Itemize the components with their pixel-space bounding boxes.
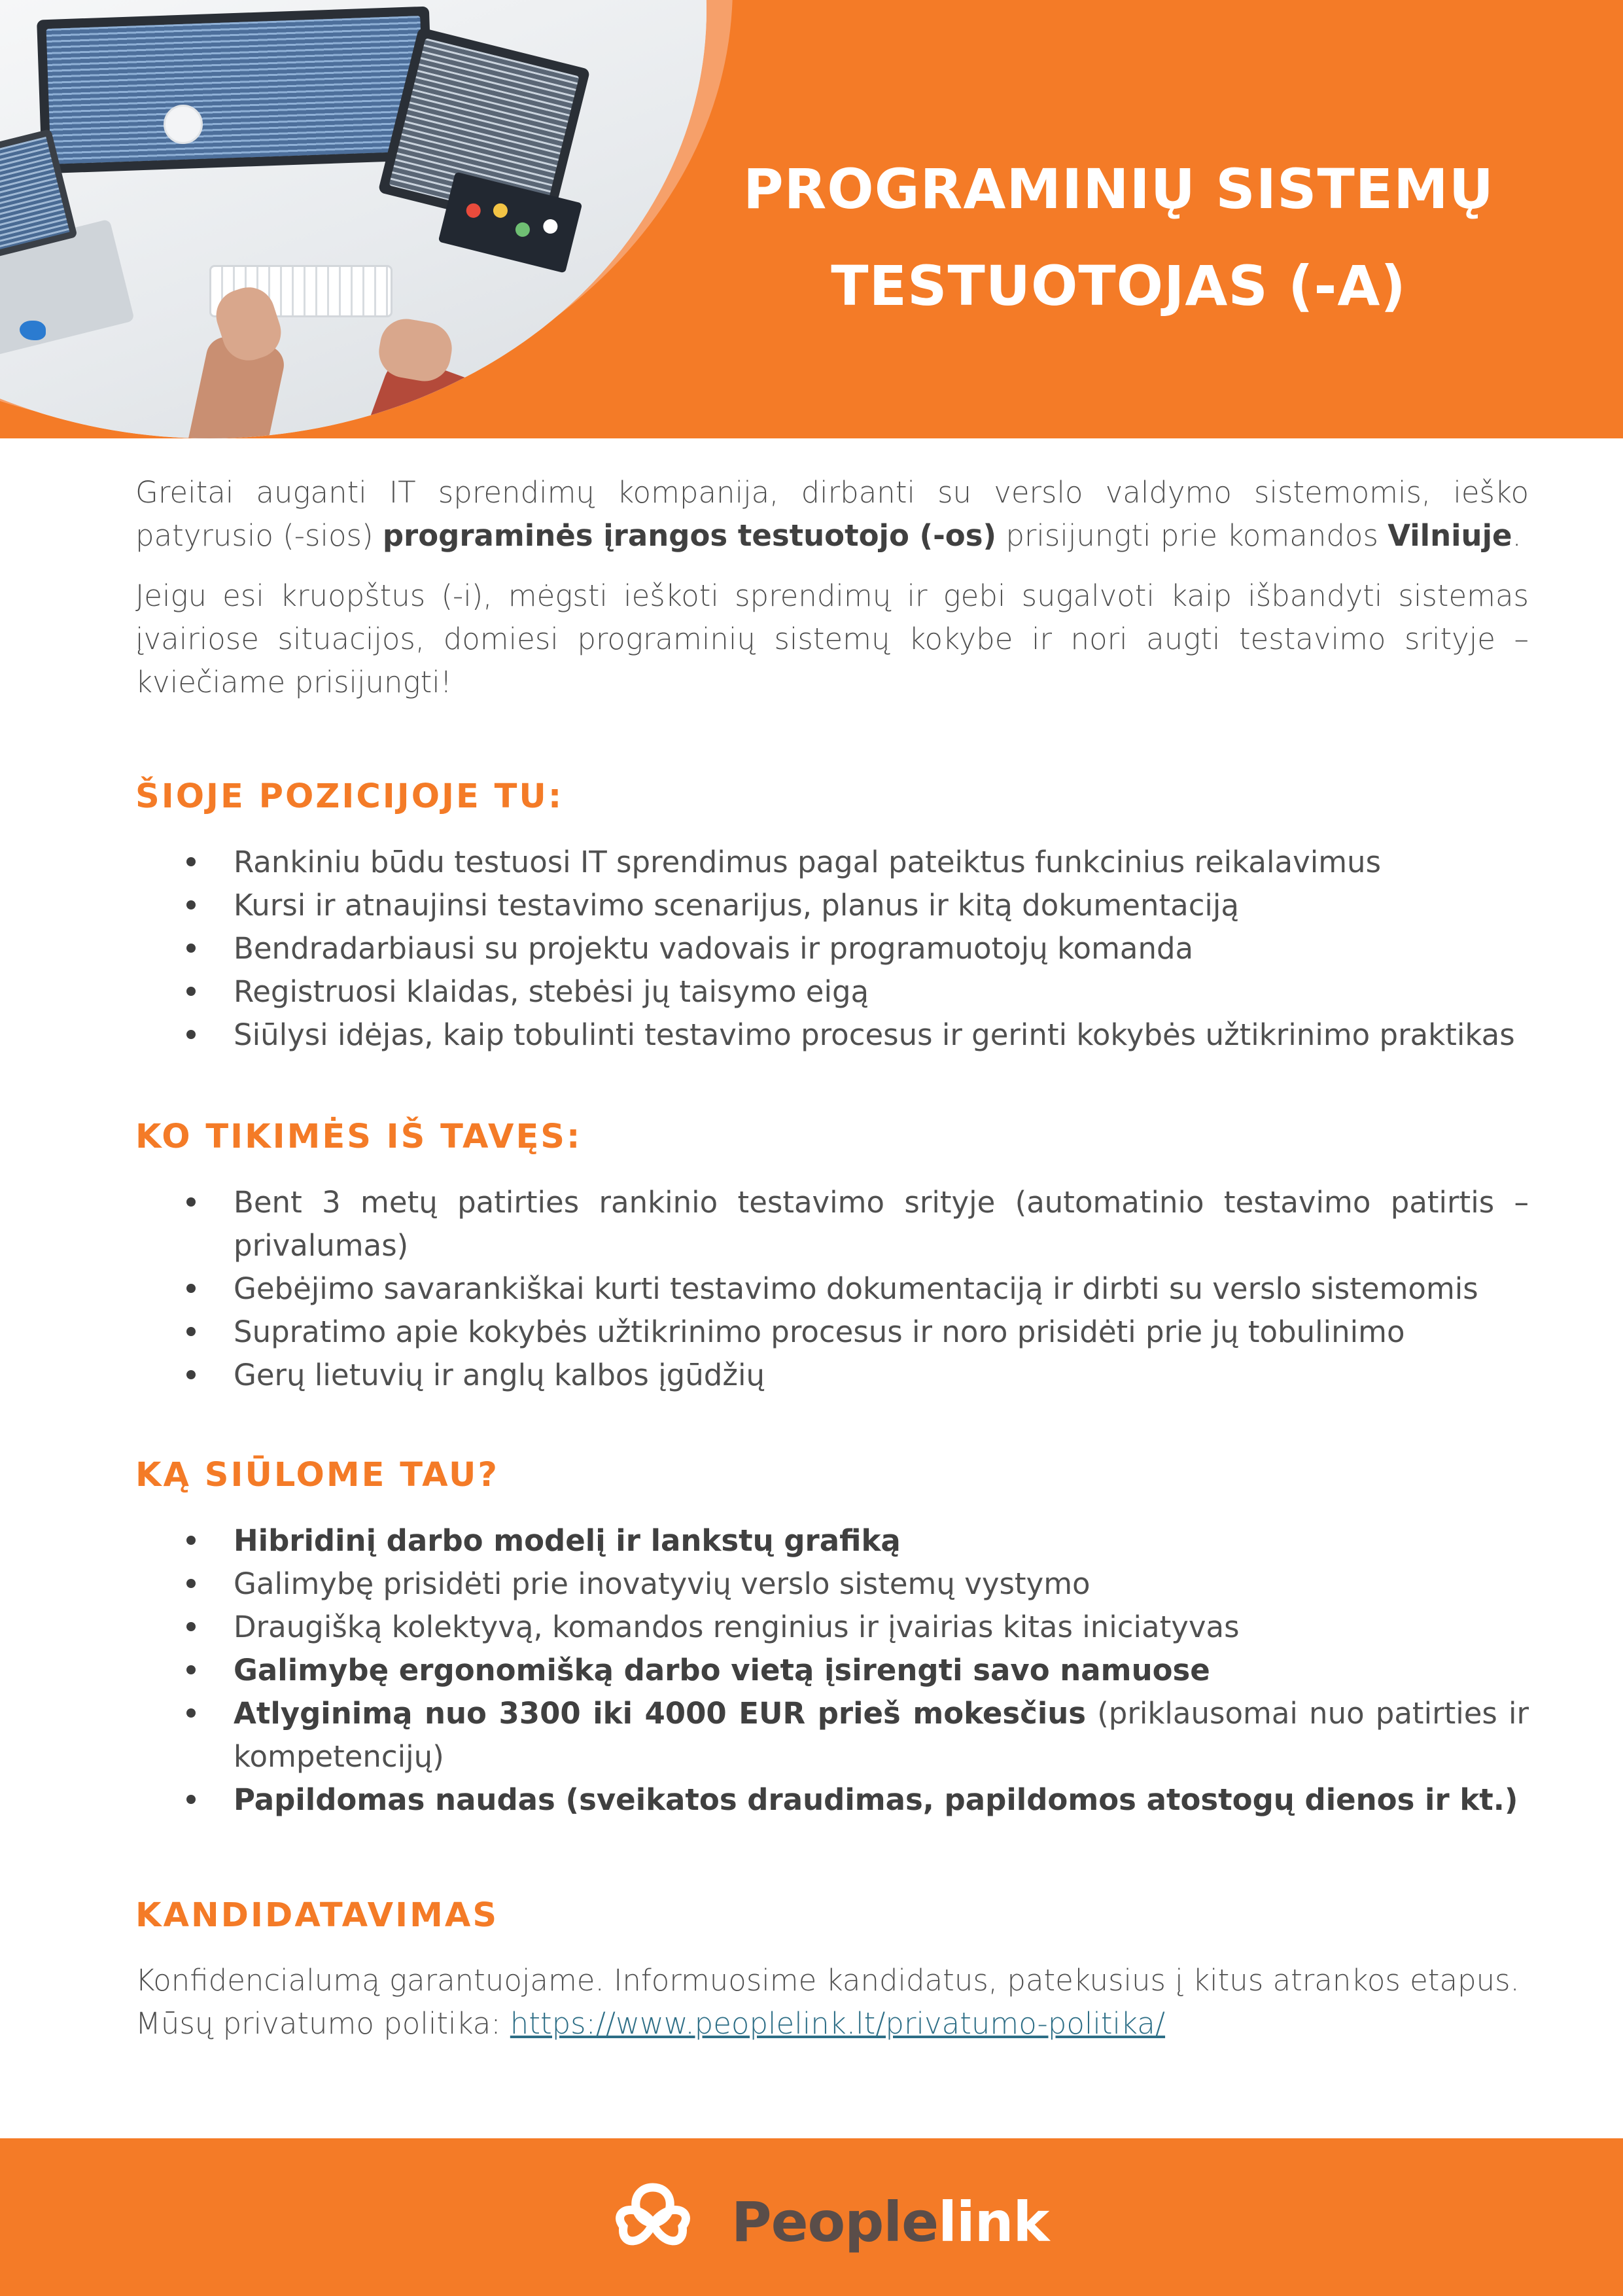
confidentiality-text: Konfidencialumą garantuojame. Informuosime kandidatus, patekusius į kitus atrankos etapus.	[135, 1963, 1520, 1998]
list-item: Draugišką kolektyvą, komandos renginius ir įvairias kitas iniciatyvas	[135, 1606, 1529, 1649]
list-item: Gerų lietuvių ir anglų kalbos įgūdžių	[135, 1354, 1529, 1397]
responsibilities-list	[135, 841, 1529, 1057]
privacy-policy-line: Mūsų privatumo politika: https://www.peoplelink.lt/privatumo-politika/	[135, 2006, 1166, 2041]
list-item: Supratimo apie kokybės užtikrinimo procesus ir noro prisidėti prie jų tobulinimo	[135, 1311, 1529, 1354]
list-item: Rankiniu būdu testuosi IT sprendimus pagal pateiktus funkcinius reikalavimus	[135, 841, 1529, 884]
intro-section	[135, 471, 1529, 704]
list-item: Kursi ir atnaujinsi testavimo scenarijus, planus ir kitą dokumentaciją	[135, 884, 1529, 927]
workspace-photo	[0, 0, 707, 438]
footer-banner	[0, 2138, 1623, 2296]
section-title-application: KANDIDATAVIMAS	[135, 1896, 499, 1935]
header-banner	[0, 0, 1623, 438]
title-line-2: TESTUOTOJAS (-A)	[831, 254, 1406, 318]
list-item: Papildomas naudas (sveikatos draudimas, papildomos atostogų dienos ir kt.)	[135, 1778, 1529, 1822]
list-item: Registruosi klaidas, stebėsi jų taisymo eigą	[135, 970, 1529, 1014]
list-item: Bent 3 metų patirties rankinio testavimo srityje (automatinio testavimo patirtis – privalumas)	[135, 1181, 1529, 1267]
peoplelink-logo	[604, 2174, 1049, 2266]
peoplelink-wordmark: Peoplelink	[731, 2190, 1049, 2254]
intro-paragraph-1: Greitai auganti IT sprendimų kompanija, dirbanti su verslo valdymo sistemomis, ieško patyrusio (-sios) programinės įrangos testuotojo (-os) prisijungti prie komandos Vilniuje.	[135, 475, 1529, 553]
list-item: Galimybę prisidėti prie inovatyvių verslo sistemų vystymo	[135, 1563, 1529, 1606]
peoplelink-logo-icon	[604, 2174, 702, 2266]
section-title-offer: KĄ SIŪLOME TAU?	[135, 1456, 499, 1494]
title-line-1: PROGRAMINIŲ SISTEMŲ	[743, 157, 1494, 221]
privacy-policy-link[interactable]: https://www.peoplelink.lt/privatumo-politika/	[510, 2006, 1166, 2041]
section-title-requirements: KO TIKIMĖS IŠ TAVĘS:	[135, 1118, 582, 1156]
list-item: Atlyginimą nuo 3300 iki 4000 EUR prieš mokesčius (priklausomai nuo patirties ir kompetencijų)	[135, 1692, 1529, 1778]
list-item: Siūlysi idėjas, kaip tobulinti testavimo procesus ir gerinti kokybės užtikrinimo praktikas	[135, 1014, 1529, 1057]
intro-paragraph-2: Jeigu esi kruopštus (-i), mėgsti ieškoti sprendimų ir gebi sugalvoti kaip išbandyti sistemas įvairiose situacijos, domiesi programinių sistemų kokybe ir nori augti testavimo srityje – kviečiame prisijungti!	[135, 578, 1529, 699]
section-title-responsibilities: ŠIOJE POZICIJOJE TU:	[135, 777, 564, 816]
page-title	[654, 141, 1583, 334]
list-item: Bendradarbiausi su projektu vadovais ir programuotojų komanda	[135, 927, 1529, 970]
monitor-image	[37, 7, 434, 174]
list-item: Hibridinį darbo modelį ir lankstų grafiką	[135, 1519, 1529, 1563]
list-item: Gebėjimo savarankiškai kurti testavimo dokumentaciją ir dirbti su verslo sistemomis	[135, 1267, 1529, 1311]
application-section	[135, 1959, 1529, 2045]
requirements-list	[135, 1181, 1529, 1397]
offer-list	[135, 1519, 1529, 1822]
list-item: Galimybę ergonomišką darbo vietą įsirengti savo namuose	[135, 1649, 1529, 1692]
